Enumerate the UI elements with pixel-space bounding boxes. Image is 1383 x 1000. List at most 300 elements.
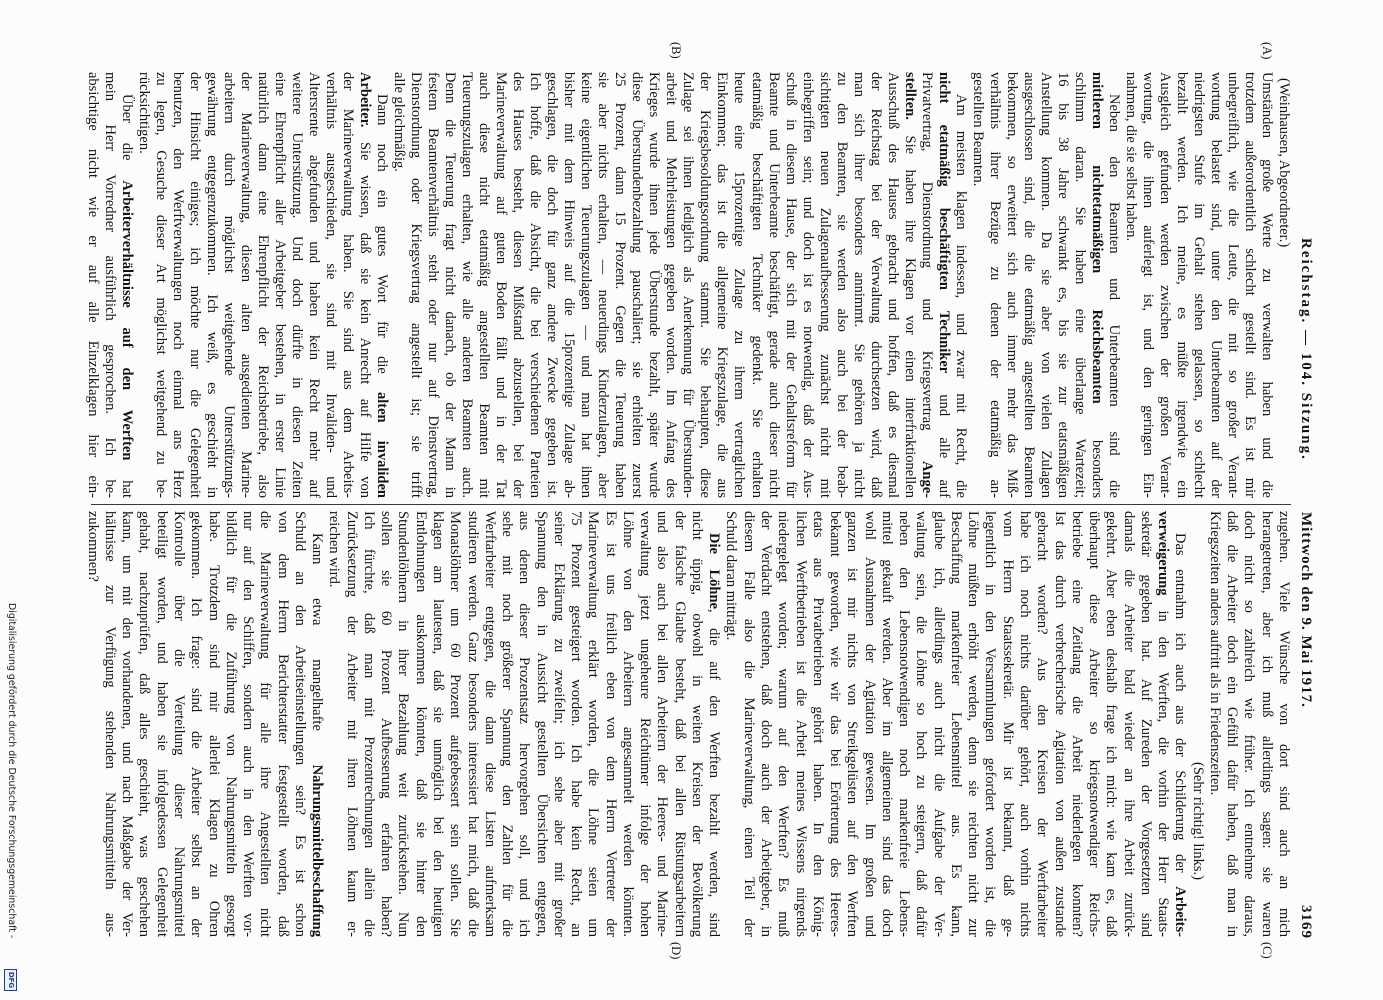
line-text: zu den Beamten, sie werden also auch bei der beab- [833,72,850,498]
line-text: Ist das durch verbrecherische Agitation von außen zustande [1051,511,1068,937]
text-line [731,72,748,498]
line-text: Denn die Teuerung fragt nicht danach, ob der Mann in [442,72,459,498]
text-line [339,72,356,498]
text-line [458,72,475,498]
line-text: der Marineverwaltung haben. Sie sind aus dem Arbeits- [340,72,357,498]
text-line [619,511,636,937]
text-line [1054,72,1071,498]
line-text: wortung, die ihnen auferlegt ist, und den geringen Ein- [1139,72,1156,498]
line-text: des Hauses besteht, diesen Mißstand abzustellen, bei der [510,72,527,498]
text-line [543,72,560,498]
line-text: ganzen ist mir nichts von Streikgelüsten auf den Werften [844,511,861,937]
line-text: Ausgleich gefunden werden zwischen der großen Verant- [1156,72,1173,498]
line-text: in den Werften, die vorhin der Herr Staats- [1155,595,1172,937]
text-line [912,511,929,937]
line-text: Zurücksetzung der Arbeiter mit ihren Löhnen kaum er- [343,511,360,937]
line-text: gekehrt. Aber eben deshalb frage ich mich: wie kam es, daß [1103,511,1120,937]
line-text: sehe mit noch größerer Spannung den Zahlen für die [499,511,516,937]
emphasis-text: nicht etatmäßig beschäftigten Techniker [935,72,952,374]
line-text: natürlich dann eine Ehrenpflicht der Reichsbetriebe, also [255,72,272,498]
text-line [271,72,288,498]
line-text: einbegriffen sein; und doch ist es notwendig, daß der Aus- [799,72,816,498]
text-line [118,511,135,937]
text-line [1206,511,1223,937]
text-line [679,72,696,498]
text-line [441,72,458,498]
text-line [688,511,705,937]
text-line [782,72,799,498]
line-text: gestellten Beamten. [969,72,986,187]
line-text: gewährung entgegenzukommen. Ich weiß, es geschieht in [204,72,221,498]
text-line [509,72,526,498]
line-text: beteiligt worden, und haben sie infolgedessen Gelegenheit [153,511,170,937]
text-line [533,511,550,937]
line-text: bekommen, so erweitert sich auch immer mehr das Miß- [1003,72,1020,498]
line-text: schlimm daran. Sie haben eine überlange Wartezeit; [1071,72,1088,498]
line-text: Dann noch ein gutes Wort für die [374,94,391,393]
line-text: Ausschuß des Hauses gebracht und hoffen, daß es diesmal [884,72,901,498]
line-text: Teuerungszulagen erhalten, wie alle anderen Beamten auch. [459,72,476,498]
text-line [602,511,619,937]
text-line [305,72,322,498]
line-text: die Marineverwaltung für alle ihre Angestellten nicht [257,511,274,937]
text-line [1258,72,1275,498]
interjection-line: (Sehr richtig! links.) [1189,762,1206,880]
line-text: eine Ehrenpflicht aller Arbeitgeber bestehen, in erster Linie [272,72,289,498]
line-text: von dem Herrn Berichterstatter festgestellt worden, daß [274,511,291,937]
text-line [895,511,912,937]
line-text: Ich hoffe, daß die Absicht, die bei verschiedenen Parteien [527,72,544,498]
text-line [843,511,860,937]
text-line [645,72,662,498]
column-divider [91,504,1291,505]
text-line [254,72,271,498]
line-text: vom Herrn Staatssekretär. Mir ist bekannt, daß ge- [999,511,1016,937]
running-header-date: Mittwoch den 9. Mai 1917. [1298,512,1314,708]
text-line [1020,72,1037,498]
text-line [774,511,791,937]
line-text: Umständen große Werte zu verwalten haben und die [1258,72,1275,498]
line-text: und alle auf [935,373,952,498]
line-text: herangetreten, aber ich muß allerdings sagen: sie waren [1258,511,1275,937]
line-text: sie aber nichts erhalten, — neuerdings Kinderzulagen, aber [595,72,612,498]
line-text: mein Herr Vorredner ausführlich gesprochen. Ich be- [101,72,118,498]
line-text: studieren werden. Ganz besonders interessiert hat mich, daß die [464,511,481,937]
line-text: gehabt, nachzuprüfen, daß alles geschieht, was geschehen [136,511,153,937]
line-text: bisher mit dem Hinweis auf die 15prozentige Zulage ab- [561,72,578,498]
line-text: legentlich in den Versammlungen gefordert worden ist, die [982,511,999,937]
line-text: Krieges wurde ihnen jede Überstunde bezahlt, später wurde [646,72,663,498]
emphasis-text: Arbeiter. [357,72,374,128]
text-line [205,511,222,937]
line-text: glaube ich, allerdings auch nicht die Aufgabe der Ver- [930,511,947,937]
text-line [861,511,878,937]
text-line [464,511,481,937]
text-line [360,511,377,937]
line-text: festem Beamtenverhältnis steht oder nur auf Dienstvertrag, [425,72,442,498]
line-text: rücksichtigen. [135,72,152,154]
text-line [498,511,515,937]
line-text: der Marineverwaltung, diesen alten ausgedienten Marine- [238,72,255,498]
line-text: Kann etwa mangelhafte [309,533,326,765]
text-line [878,511,895,937]
line-text: gebracht worden? Aus den Kreisen der Werftarbeiter [1034,511,1051,937]
line-text: Entlohnungen auskommen könnten, daß sie hinter den [412,511,429,937]
line-text: Stundenlöhnern in ihrer Bezahlung weit zurückstehen. Nun [395,511,412,937]
text-line [1190,72,1207,498]
line-text: trotzdem außerordentlich schlecht gestellt sind. Es ist mir [1241,72,1258,498]
text-line [256,511,273,937]
line-text: Privatvertrag, Dienstordnung und Kriegsvertrag [918,72,935,461]
line-text: Ich fürchte, daß man mit Prozentrechnungen allein die [360,511,377,937]
line-text: Kriegszeiten anders auftritt als in Friedenszeiten. [1206,511,1223,796]
line-text: arbeit und Mehrleistungen gegeben worden. Im Anfang des [663,72,680,498]
text-line [1033,511,1050,937]
text-line [1016,511,1033,937]
text-line [567,511,584,937]
text-line [492,72,509,498]
line-text: Altersrente abgefunden und haben kein Recht mehr auf [306,72,323,498]
text-line [577,72,594,498]
line-text: bildlich für die Zuführung von Nahrungsmitteln gesorgt [222,511,239,937]
line-text: Anstellung kommen. Da sie aber von vielen Zulagen [1037,72,1054,498]
text-line [952,72,969,498]
text-line [170,511,187,937]
text-line [118,72,135,498]
line-text: bekannt geworden, wie wir das bei Erörterung des Heeres- [827,511,844,937]
text-line [481,511,498,937]
text-line [969,72,986,498]
text-line [274,511,291,937]
text-line [153,511,170,937]
text-line [1156,72,1173,498]
text-line [1071,72,1088,498]
line-text: betriebe eine Zeitlang die Arbeit niederlegen konnten? [1068,511,1085,937]
emphasis-text: Arbeiterverhältnisse auf den Werften [118,180,135,461]
line-text: unbegreiflich, wie die Leute, die mit so großer Verant- [1224,72,1241,498]
text-line [930,511,947,937]
emphasis-text: alten invaliden [374,392,391,498]
line-text: waltung sein, die Löhne so hoch zu steigern, daß dafür [913,511,930,937]
margin-mark-d: (D) [669,942,683,960]
text-line [203,72,220,498]
text-line [1088,72,1105,498]
line-text: mittel gekauft werden. Aber im allgemeinen sind das doch [878,511,895,937]
margin-mark-b: (B) [669,42,683,59]
text-line [611,72,628,498]
text-line [1171,511,1188,937]
text-line [515,511,532,937]
line-text: zukommen? [84,511,101,582]
line-text: Es ist uns freilich eben von dem Herrn Vertreter der [602,511,619,937]
line-text: niedrigsten Stufe im Gehalt stehen gelassen, so schlecht [1190,72,1207,498]
line-text: sichtigten neuen Zulagenaufbesserung zunächst nicht mit [816,72,833,498]
line-text: habe. Trotzdem sind mir allerlei Klagen zu Ohren [205,511,222,937]
line-text: Sie haben ihre Klagen vor einen interfraktionellen [901,119,918,498]
line-text: und also auch bei allen Arbeitern der Heeres- und Marine- [654,511,671,937]
line-text: habe ich noch nichts darüber gehört, auch vorhin nichts [1017,511,1034,937]
text-line [1105,72,1122,498]
line-text: 25 Prozent, dann 15 Prozent. Gegen die Teuerung haben [612,72,629,498]
text-column-right [83,511,1292,937]
text-line [792,511,809,937]
text-line [407,72,424,498]
line-text: bezahlt werden. Ich meine, es müßte irgendwie ein [1173,72,1190,498]
text-line [636,511,653,937]
line-text: wortung belastet sind, unter den Unterbeamten auf der [1207,72,1224,498]
text-line [850,72,867,498]
text-line [169,72,186,498]
line-text: , die auf den Werften bezahlt werden, sind [706,608,723,937]
line-text: verhältnis ihrer Bezüge zu denen der etatmäßig an- [986,72,1003,498]
text-line [748,72,765,498]
text-line [412,511,429,937]
line-text: 75 Prozent gesteigert worden. Ich habe kein Recht, an [568,511,585,937]
text-line [1207,72,1224,498]
text-line [429,511,446,937]
line-text: lichen Werftbetrieben ist die Arbeit meines Wissens nirgends [792,511,809,937]
emphasis-text: Arbeits- [1172,886,1189,937]
digitization-credit: Digitalisierung gefördert durch die Deutsche Forschungsgemeinschaft - [6,603,17,939]
text-line [705,511,722,937]
text-line [101,72,118,498]
text-line [1120,511,1137,937]
line-text: nicht üppig, obwohl in weiten Kreisen der Bevölkerung [688,511,705,937]
line-text: Spannung den in Aussicht gestellten Übersichten entgegen, [533,511,550,937]
line-text: Zulage sei ihnen lediglich als Anerkennung für Überstunden- [680,72,697,498]
text-line [671,511,688,937]
text-line [237,72,254,498]
line-text: sekretär gegeben hat. Auf Zureden der Vorgesetzten sind [1137,511,1154,937]
line-text: daß die Arbeiter doch ein Gefühl dafür haben, daß man in [1224,511,1241,937]
line-text: absichtige nicht wie er auf alle Einzelklagen hier ein- [84,72,101,498]
line-text: besonders [1088,403,1105,498]
line-text: neben den Lebensnotwendigen noch markenfreie Lebens- [896,511,913,937]
text-line [325,511,342,937]
line-text: zugehen. Viele Wünsche von dort sind auch an mich [1276,511,1292,937]
line-text: zu legen, Gesuche dieser Art möglichst weitgehend zu be- [152,72,169,498]
text-line [1173,72,1190,498]
line-text: reichen wird. [326,511,343,588]
line-text: Am meisten klagen indessen, und zwar mit Recht, die [952,94,969,498]
line-text: kann, um mit den vorhandenen, und nach Maßgabe der Ver- [119,511,136,937]
text-line [222,511,239,937]
line-text: Dienstordnung oder Kriegsvertrag angestellt ist; sie trifft [408,72,425,498]
text-line [373,72,390,498]
text-line [288,72,305,498]
line-text: schuß in diesem Hause, der sich mit der Gehaltsreform für [782,72,799,498]
line-text: Löhne müßten erhöht werden, denn sie reichten nicht zur [965,511,982,937]
line-text: der Reichstag bei der Verwaltung durchsetzen wird, daß [867,72,884,498]
text-line [1051,511,1068,937]
text-line [322,72,339,498]
emphasis-text: verweigerung [1155,511,1172,596]
text-line [84,511,101,937]
line-text: diese Überstundenbezahlung pauschaliert; sie erhielten zuerst [629,72,646,498]
text-line [901,72,918,498]
text-line [918,72,935,498]
text-line [1037,72,1054,498]
line-text: Schuld daran mitträgt. [723,511,740,641]
text-line [1139,72,1156,498]
line-text: hältnisse zur Verfügung stehenden Nahrungsmitteln aus- [101,511,118,937]
emphasis-text: mittleren nichtetatmäßigen Reichsbeamten [1088,72,1105,404]
line-text: nur auf den Schiffen, sondern auch in den Werften vor- [240,511,257,937]
text-line [475,72,492,498]
line-text: der Hinsicht einiges; ich möchte nur die Gelegenheit [187,72,203,498]
line-text: nahmen, die sie selbst haben. [1122,72,1139,242]
line-text: Das entnahm ich auch aus der Schilderung der [1172,533,1189,887]
line-text: seiner Erklärung zu zweifeln; ich sehe aber mit großer [550,511,567,937]
line-text: ausgeschlossen sind, die die etatmäßig angestellten Beamten [1020,72,1037,498]
text-line [964,511,981,937]
line-text: alle gleichmäßig. [391,72,408,172]
emphasis-text: Nahrungsmittelbeschaffung [309,764,326,937]
line-text: verwaltung jetzt ungeheure Reichtümer infolge der hohen [637,511,654,937]
text-line [101,511,118,937]
text-line [757,511,774,937]
text-line [981,511,998,937]
text-line [291,511,308,937]
line-text: Kontrolle über die Verteilung dieser Nahrungsmittel [171,511,187,937]
text-line [446,511,463,937]
running-header-title: Reichstag. — 104. Sitzung. [1298,238,1314,461]
line-text: Beamte und Unterbeamte beschäftigt, gerade auch dieser nicht [765,72,782,498]
speaker-line: (Weinhausen, Abgeordneter.) [1276,78,1292,248]
line-text: der Kriegsbesoldungsordnung stammt. Sie behaupten, diese [697,72,714,498]
line-text: benutzen, den Werftverwaltungen noch einmal ans Herz [169,72,186,498]
text-line [84,72,101,498]
line-text: niedergelegt worden; warum auf den Werften? Es muß [775,511,792,937]
line-text: wohl Ausnahmen der Agitation gewesen. Im großen und [861,511,878,937]
text-line [394,511,411,937]
text-line [1241,72,1258,498]
dfg-logo: DFG [4,969,17,991]
text-line [152,72,169,498]
text-line [584,511,601,937]
text-line [390,72,407,498]
text-line [377,511,394,937]
margin-mark-a: (A) [1260,42,1274,60]
text-line [1085,511,1102,937]
text-line [833,72,850,498]
text-line [653,511,670,937]
text-line [1240,511,1257,937]
text-line [986,72,1003,498]
emphasis-text: Ange- [918,460,935,498]
line-text: Neben den Beamten und Unterbeamten sind die [1105,94,1122,498]
line-text: Löhne von den Arbeitern angesammelt werden könnten. [619,511,636,937]
line-text: auch diese nicht etatmäßig angestellten Beamten mit [476,72,493,498]
text-line [947,511,964,937]
text-line [1224,72,1241,498]
text-line [696,72,713,498]
text-line [816,72,833,498]
text-line [1258,511,1275,937]
text-line [1102,511,1119,937]
text-line [526,72,543,498]
emphasis-text: stellten. [901,72,918,120]
line-text: weitere Unterstützung. Und doch dürfte in diesen Zeiten [289,72,306,498]
text-line [550,511,567,937]
text-line [560,72,577,498]
line-text: Marineverwaltung auf guten Boden fällt und in der Tat [493,72,510,498]
text-line [765,72,782,498]
line-text: Werftarbeiter entgegen, die dann diese Listen aufmerksam [481,511,498,937]
text-line [356,72,373,498]
text-line [135,511,152,937]
text-line [884,72,901,498]
text-line [1275,511,1292,937]
text-line [1154,511,1171,937]
line-text: aus denen dieser Prozentsatz hervorgehen soll, und ich [516,511,533,937]
page-number: 3169 [1298,905,1314,939]
text-line [999,511,1016,937]
line-text: klagen am lautesten, daß sie unmöglich bei den heutigen [429,511,446,937]
text-line [135,72,152,498]
line-text: Über die [118,94,135,181]
line-text: 16 bis 38 Jahre schwankt es, bis sie zur etatsmäßigen [1054,72,1071,498]
text-line [713,72,730,498]
line-text: man sich ihrer besonders annimmt. Sie gehören ja nicht [850,72,867,498]
line-text: hat [118,460,135,498]
text-line [867,72,884,498]
line-text: Beschaffung markenfreier Lebensmittel aus. Es kann, [947,511,964,937]
line-text: der falsche Glaube besteht, daß bei allen Rüstungsarbeitern [671,511,688,937]
text-line [723,511,740,937]
text-line [220,72,237,498]
line-text: Sie wissen, daß sie kein Anrecht auf Hilfe von [357,127,374,498]
text-line [740,511,757,937]
line-text: etats aus Privatbetrieben gehört haben. In den König- [809,511,826,937]
text-line [935,72,952,498]
line-text: arbeitern durch möglichst weitgehende Unterstützungs- [221,72,238,498]
text-line [799,72,816,498]
line-text: gekommen. Ich frage: sind die Arbeiter selbst an der [188,511,205,937]
line-text: geschlagen, die doch für ganz andere Zwecke gegeben ist. [544,72,561,498]
emphasis-text: Die Löhne [706,533,723,609]
text-line [239,511,256,937]
line-text: etatmäßig beschäftigten Techniker gedenkt. Sie erhalten [748,72,765,498]
text-line [809,511,826,937]
margin-mark-c: (C) [1260,942,1274,959]
line-text: damals die Arbeiter bald wieder an ihre Arbeit zurück- [1120,511,1137,937]
line-text: Einkommen; das ist die allgemeine Kriegszulage, die aus [714,72,731,498]
text-line [308,511,325,937]
text-line [1068,511,1085,937]
line-text: diesem Falle also die Marineverwaltung, einen Teil der [740,511,757,937]
line-text: der Verdacht entstehen, daß doch auch der Arbeitgeber, in [758,511,775,937]
text-line [1223,511,1240,937]
text-line [826,511,843,937]
text-line [343,511,360,937]
text-column-left [83,72,1292,498]
line-text: Schuld an den Arbeitseinstellungen sein? Es ist schon [291,511,308,937]
text-line [1137,511,1154,937]
line-text: verhältnis ausgeschieden, sie sind mit Invaliden- und [323,72,340,498]
line-text: heute eine 15prozentige Zulage zu ihrem vertraglichen [731,72,748,498]
text-line [628,72,645,498]
text-line [594,72,611,498]
text-line [1003,72,1020,498]
text-line [187,511,204,937]
line-text: Monatslöhner um 60 Prozent aufgebessert sein sollen. Sie [447,511,464,937]
line-text: Marineverwaltung erklärt worden, die Löhne seien um [585,511,602,937]
line-text: überhaupt diese Arbeiter so kriegsnotwendiger Reichs- [1086,511,1103,937]
line-text: doch nicht so zahlreich wie früher. Ich entnehme daraus, [1241,511,1258,937]
text-line [186,72,203,498]
text-line [662,72,679,498]
